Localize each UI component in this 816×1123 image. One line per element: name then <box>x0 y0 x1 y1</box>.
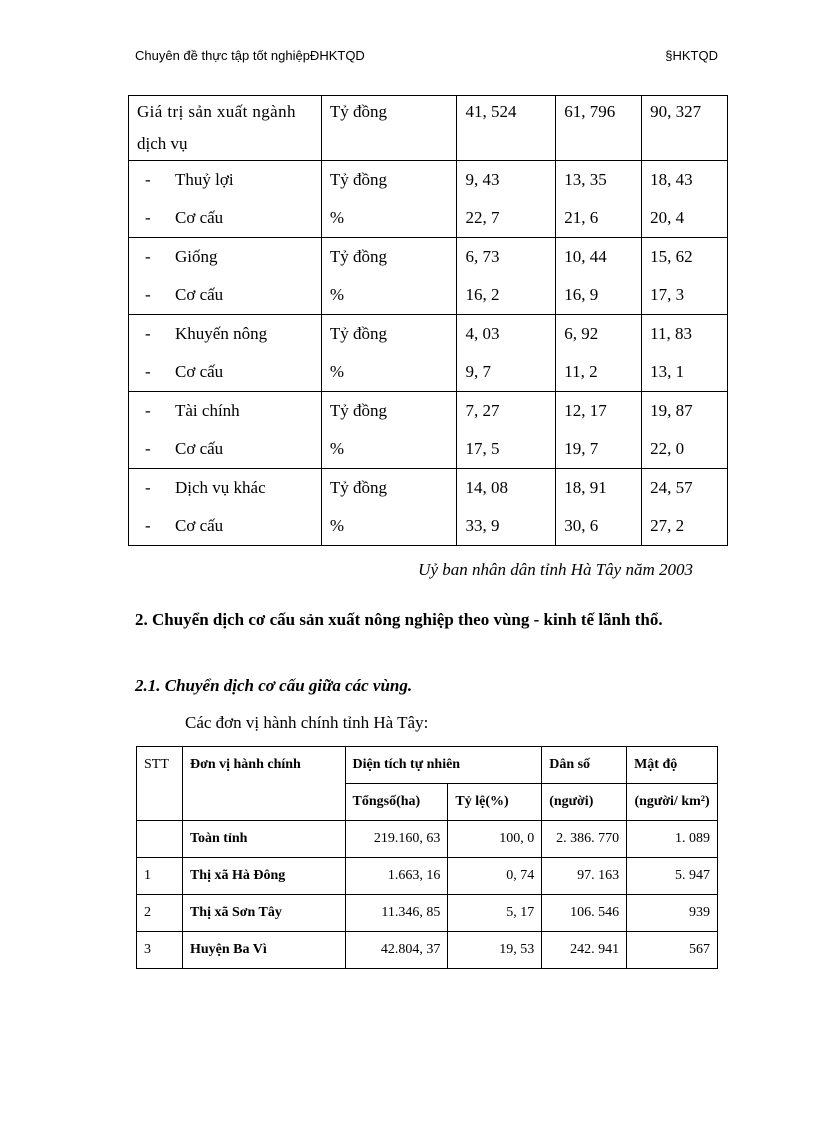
row-ratio: 19, 53 <box>448 932 542 969</box>
row-pop: 106. 546 <box>542 895 627 932</box>
row-ratio: 100, 0 <box>448 821 542 858</box>
table-row <box>137 932 718 969</box>
header-stt: STT <box>137 747 183 821</box>
header-right-text: §HKTQD <box>665 48 718 63</box>
item-line: - Cơ cấu <box>145 362 224 381</box>
row-stt: 3 <box>137 932 183 969</box>
row-area: 42.804, 37 <box>345 932 448 969</box>
unit-cell: Tỷ đồng <box>329 102 388 121</box>
row-stt: 2 <box>137 895 183 932</box>
item-line: - Cơ cấu <box>145 285 224 304</box>
label-line: dịch vụ <box>137 134 188 153</box>
table-row: - Tài chính - Cơ cấu Tỷ đồng % 7, 27 17, 5 12, 17 19, 7 19, 87 22, 0 <box>129 392 728 469</box>
header-pop: Dân số <box>542 747 627 784</box>
item-line: - Dịch vụ khác <box>145 478 266 497</box>
row-area: 1.663, 16 <box>345 858 448 895</box>
row-ratio: 0, 74 <box>448 858 542 895</box>
row-density: 567 <box>627 932 718 969</box>
item-line: - Cơ cấu <box>145 516 224 535</box>
header-unit: Đơn vị hành chính <box>182 747 345 821</box>
value-cell: 90, 327 <box>650 102 702 121</box>
item-line: - Khuyến nông <box>145 324 268 343</box>
table-row <box>129 96 728 161</box>
row-name: Thị xã Sơn Tây <box>182 895 345 932</box>
table-row: - Khuyến nông - Cơ cấu Tỷ đồng % 4, 03 9, 7 6, 92 11, 2 11, 83 13, 1 <box>129 315 728 392</box>
row-density: 1. 089 <box>627 821 718 858</box>
table-row <box>137 895 718 932</box>
label-line: Giá trị sản xuất ngành <box>137 102 296 121</box>
subsection-heading: 2.1. Chuyển dịch cơ cấu giữa các vùng. <box>135 676 413 695</box>
item-line: - Thuỷ lợi <box>145 170 234 189</box>
header-area: Diện tích tự nhiên <box>345 747 542 784</box>
row-name: Thị xã Hà Đông <box>182 858 345 895</box>
row-ratio: 5, 17 <box>448 895 542 932</box>
admin-units-table <box>136 746 718 969</box>
table-header-row <box>137 747 718 784</box>
table-row <box>137 821 718 858</box>
row-density: 5. 947 <box>627 858 718 895</box>
header-density-unit: (người/ km²) <box>627 784 718 821</box>
row-area: 219.160, 63 <box>345 821 448 858</box>
row-name: Toàn tỉnh <box>182 821 345 858</box>
header-pop-unit: (người) <box>542 784 627 821</box>
header-total: Tổngsố(ha) <box>345 784 448 821</box>
row-density: 939 <box>627 895 718 932</box>
service-value-table <box>128 95 728 546</box>
row-pop: 97. 163 <box>542 858 627 895</box>
row-stt: 1 <box>137 858 183 895</box>
item-line: - Giống <box>145 247 218 266</box>
row-pop: 2. 386. 770 <box>542 821 627 858</box>
item-line: - Cơ cấu <box>145 208 224 227</box>
table-row: - Thuỷ lợi - Cơ cấu Tỷ đồng % 9, 43 22, 7 13, 35 21, 6 18, 43 20, 4 <box>129 161 728 238</box>
intro-text: Các đơn vị hành chính tỉnh Hà Tây: <box>185 713 429 732</box>
header-density: Mật độ <box>627 747 718 784</box>
table-row: - Giống - Cơ cấu Tỷ đồng % 6, 73 16, 2 10, 44 16, 9 15, 62 17, 3 <box>129 238 728 315</box>
header-left-text: Chuyên đề thực tập tốt nghiệpĐHKTQD <box>135 48 365 63</box>
value-cell: 41, 524 <box>465 102 517 121</box>
header-ratio: Tỷ lệ(%) <box>448 784 542 821</box>
value-cell: 61, 796 <box>564 102 616 121</box>
table-row <box>137 858 718 895</box>
row-label <box>129 96 322 161</box>
item-line: - Cơ cấu <box>145 439 224 458</box>
row-name: Huyện Ba Vì <box>182 932 345 969</box>
section-heading: 2. Chuyển dịch cơ cấu sản xuất nông nghiệp theo vùng - kinh tế lãnh thổ. <box>135 610 663 629</box>
table-source-caption: Uỷ ban nhân dân tỉnh Hà Tây năm 2003 <box>418 560 693 579</box>
row-area: 11.346, 85 <box>345 895 448 932</box>
table-row: - Dịch vụ khác - Cơ cấu Tỷ đồng % 14, 08 33, 9 18, 91 30, 6 24, 57 27, 2 <box>129 469 728 546</box>
item-line: - Tài chính <box>145 401 240 420</box>
row-pop: 242. 941 <box>542 932 627 969</box>
